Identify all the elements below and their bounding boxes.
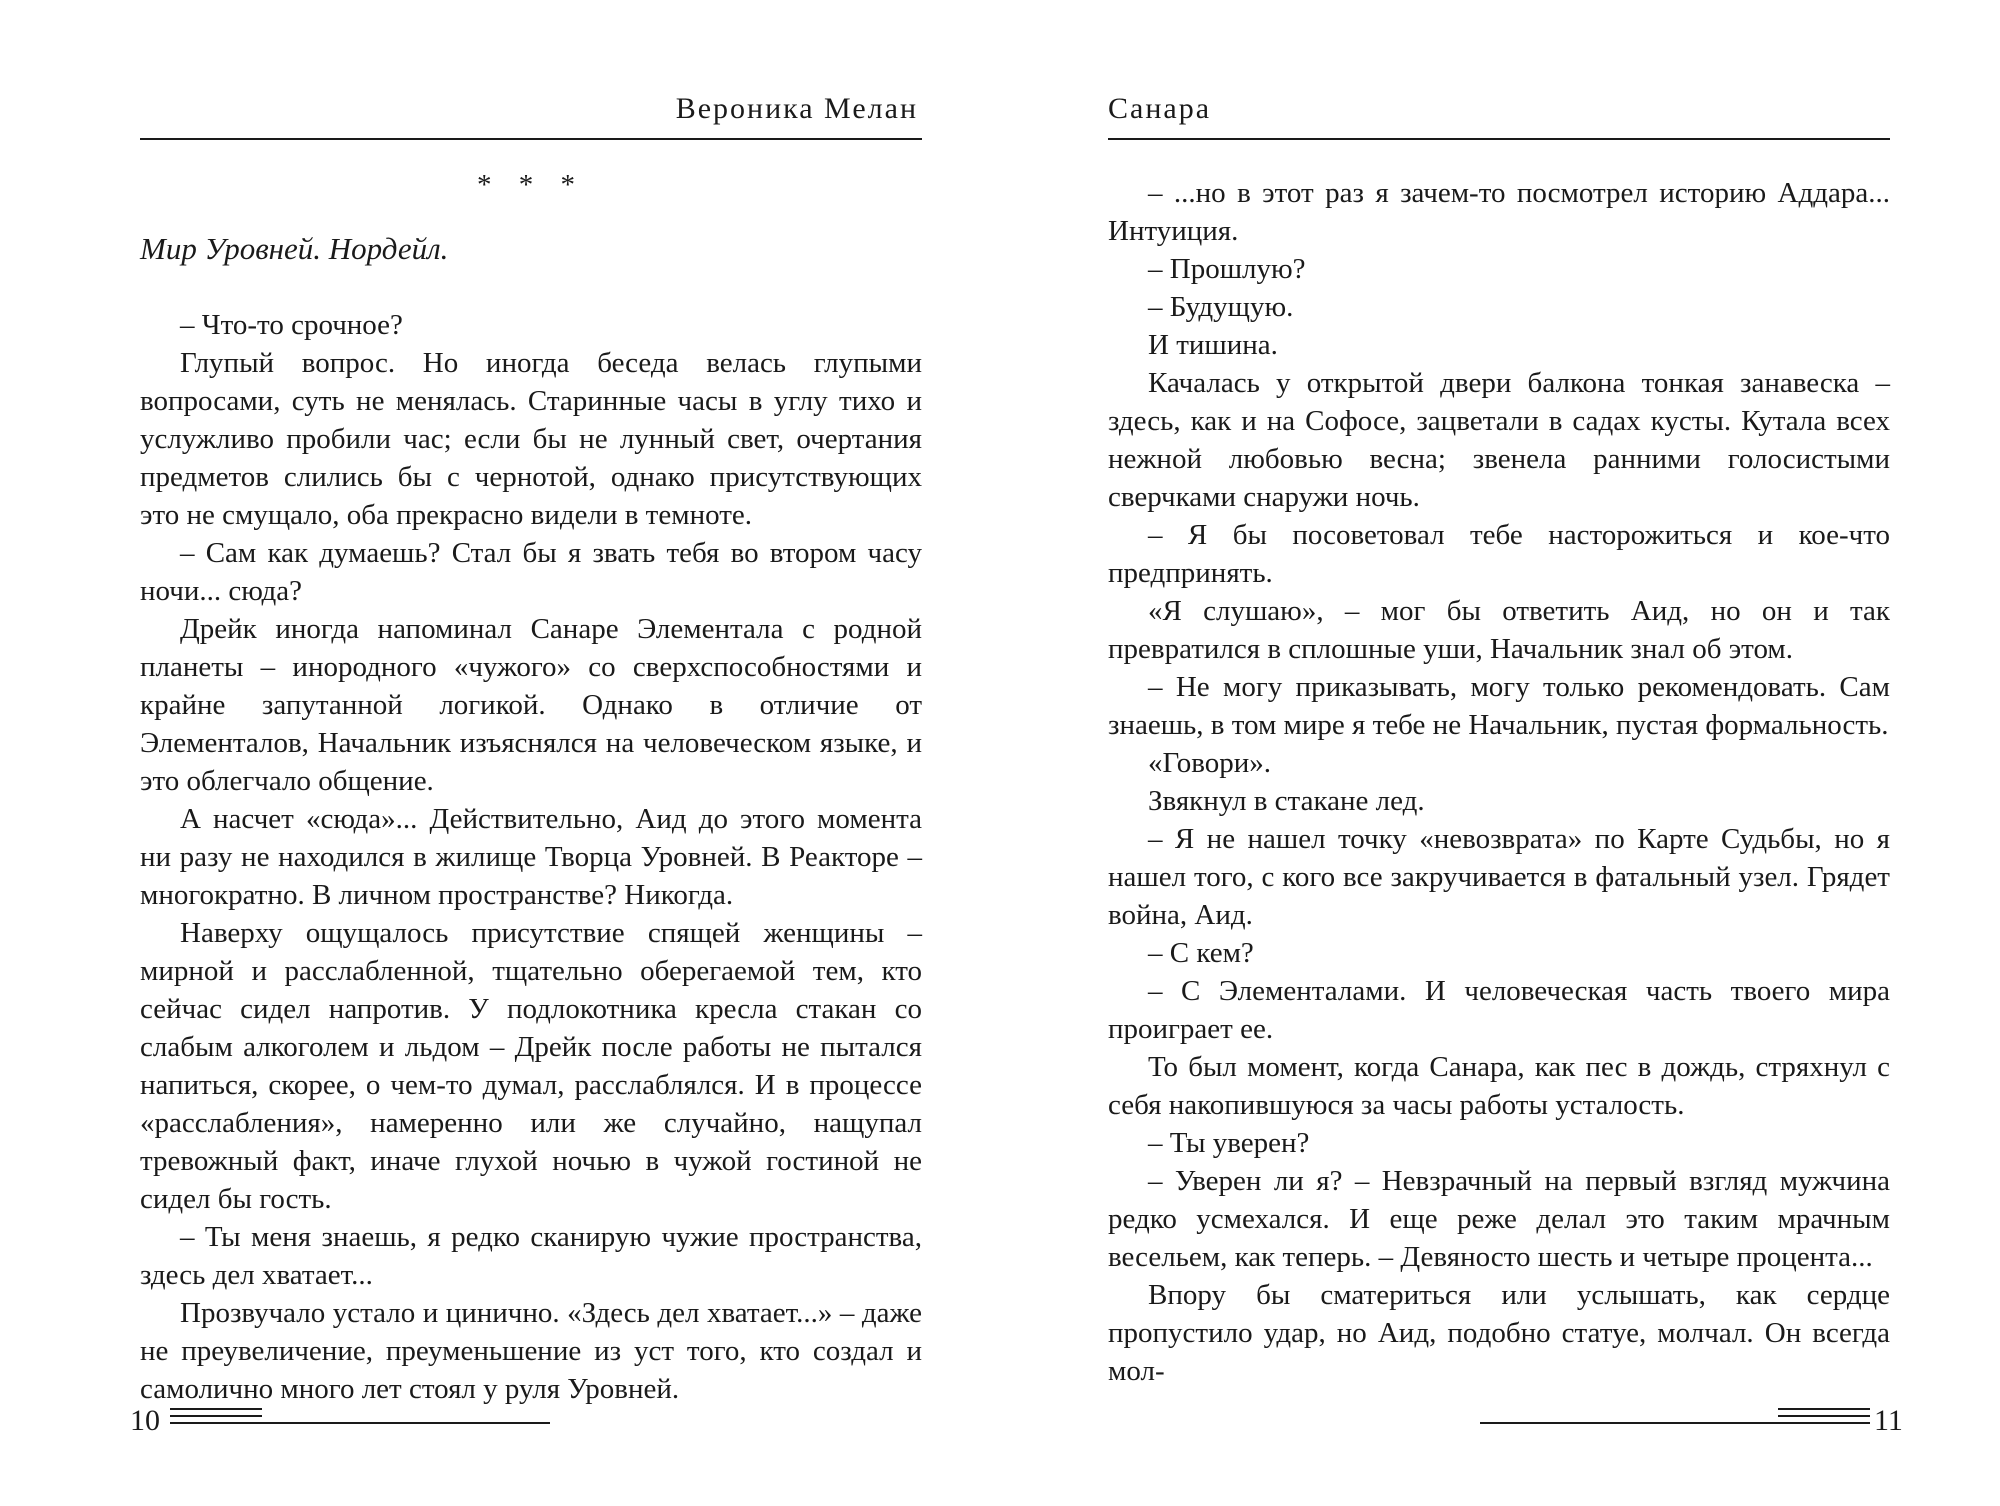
paragraph: «Говори». xyxy=(1148,747,1271,779)
paragraph: Наверху ощущалось присутствие спящей женщины – мирной и расслабленной, тщательно оберегаемой тем, кто сейчас сидел напротив. У подлокотника кресла стакан со слабым алкоголем и льдом – Дрейк после работы не пытался напиться, скорее, о чем-то думал, расслаблялся. И в процессе «расслабления», намеренно или же случайно, нащупал тревожный факт, иначе глухой ночью в чужой гостиной не сидел бы гость. xyxy=(140,917,922,1215)
right-page xyxy=(1000,0,2000,1506)
paragraph: Прозвучало устало и цинично. «Здесь дел хватает...» – даже не преувеличение, преуменьшение из уст того, кто создал и самолично много лет стоял у руля Уровней. xyxy=(140,1297,922,1405)
paragraph: А насчет «сюда»... Действительно, Аид до этого момента ни разу не находился в жилище Творца Уровней. В Реакторе – многократно. В личном пространстве? Никогда. xyxy=(140,803,922,911)
paragraph: – Ты меня знаешь, я редко сканирую чужие пространства, здесь дел хватает... xyxy=(140,1221,922,1291)
page-number: 10 xyxy=(130,1404,160,1437)
paragraph: Впору бы сматериться или услышать, как сердце пропустило удар, но Аид, подобно статуе, молчал. Он всегда мол- xyxy=(1108,1279,1890,1387)
paragraph: – С Элементалами. И человеческая часть твоего мира проиграет ее. xyxy=(1108,975,1890,1045)
paragraph: – Я бы посоветовал тебе насторожиться и кое-что предпринять. xyxy=(1108,519,1890,589)
running-head-title: Санара xyxy=(1108,92,1212,125)
header-rule xyxy=(140,138,922,140)
paragraph: И тишина. xyxy=(1148,329,1278,361)
header-rule xyxy=(1108,138,1890,140)
paragraph: – Уверен ли я? – Невзрачный на первый взгляд мужчина редко усмехался. И еще реже делал это таким мрачным весельем, как теперь. – Девяносто шесть и четыре процента... xyxy=(1108,1165,1890,1273)
paragraph: Качалась у открытой двери балкона тонкая занавеска – здесь, как и на Софосе, зацветали в садах кусты. Кутала всех нежной любовью весна; звенела ранними голосистыми сверчками снаружи ночь. xyxy=(1108,367,1890,513)
paragraph: То был момент, когда Санара, как пес в дождь, стряхнул с себя накопившуюся за часы работы усталость. xyxy=(1108,1051,1890,1121)
page-number: 11 xyxy=(1874,1404,1903,1437)
paragraph: «Я слушаю», – мог бы ответить Аид, но он и так превратился в сплошные уши, Начальник знал об этом. xyxy=(1108,595,1890,665)
section-separator: * * * xyxy=(477,169,585,201)
paragraph: Глупый вопрос. Но иногда беседа велась глупыми вопросами, суть не менялась. Старинные часы в углу тихо и услужливо пробили час; если бы не лунный свет, очертания предметов слились бы с чернотой, однако присутствующих это не смущало, оба прекрасно видели в темноте. xyxy=(140,347,922,531)
paragraph: – Прошлую? xyxy=(1148,253,1306,285)
paragraph: – Я не нашел точку «невозврата» по Карте Судьбы, но я нашел того, с кого все закручивается в фатальный узел. Грядет война, Аид. xyxy=(1108,823,1890,931)
paragraph: – Будущую. xyxy=(1148,291,1294,323)
left-page-text xyxy=(140,166,922,1408)
paragraph: Дрейк иногда напоминал Санаре Элементала с родной планеты – инородного «чужого» со сверхспособностями и крайне запутанной логикой. Однако в отличие от Элементалов, Начальник изъяснялся на человеческом языке, и это облегчало общение. xyxy=(140,613,922,797)
paragraph: – С кем? xyxy=(1148,937,1254,969)
right-page-text xyxy=(1108,174,1890,1390)
paragraph: – Что-то срочное? xyxy=(180,309,403,341)
paragraph: – ...но в этот раз я зачем-то посмотрел историю Аддара... Интуиция. xyxy=(1108,177,1890,247)
running-head-author: Вероника Мелан xyxy=(675,92,918,125)
location-heading: Мир Уровней. Нордейл. xyxy=(140,231,449,266)
paragraph: – Ты уверен? xyxy=(1148,1127,1310,1159)
paragraph: Звякнул в стакане лед. xyxy=(1148,785,1425,817)
paragraph: – Не могу приказывать, могу только рекомендовать. Сам знаешь, в том мире я тебе не Начальник, пустая формальность. xyxy=(1108,671,1890,741)
paragraph: – Сам как думаешь? Стал бы я звать тебя во втором часу ночи... сюда? xyxy=(140,537,922,607)
